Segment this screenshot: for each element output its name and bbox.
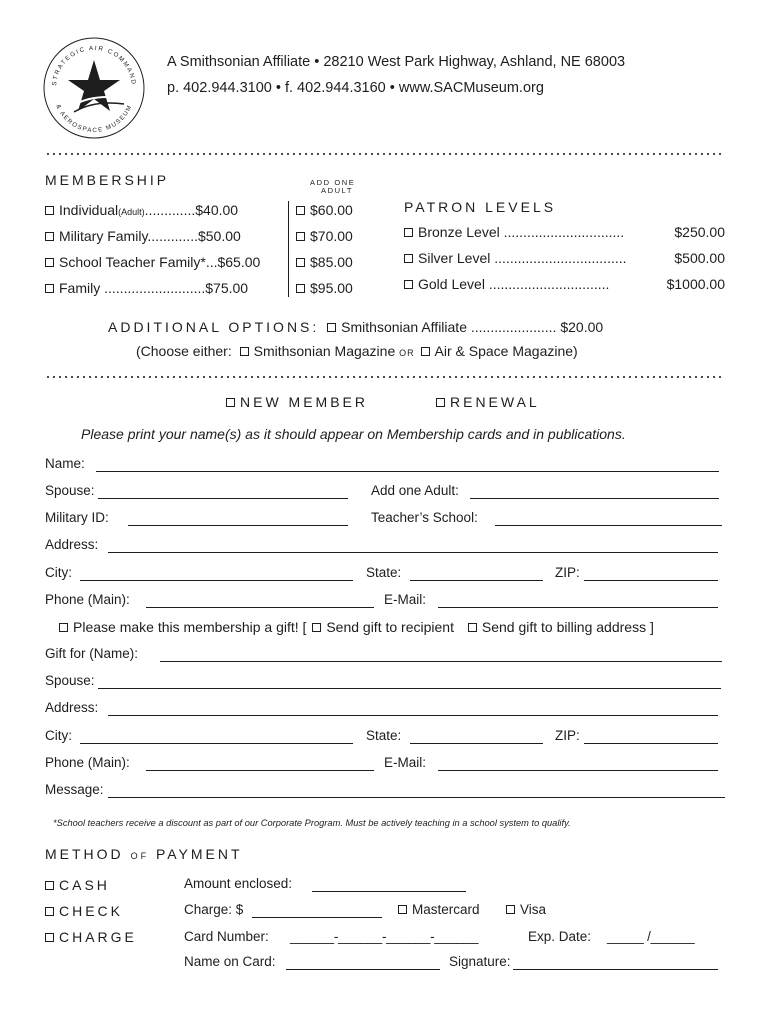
magazine-choice-row: (Choose either: Smithsonian Magazine OR Air & Space Magazine) [136,343,578,359]
name-field[interactable] [96,471,719,472]
address-label: Address: [45,537,99,552]
membership-row-family: Family ..........................$75.00 [45,280,248,296]
add-adult-military: $70.00 [296,228,353,244]
checkbox-icon[interactable] [296,284,305,293]
gift-phone-label: Phone (Main): [45,755,130,770]
teacher-school-label: Teacher’s School: [371,510,478,525]
address-field[interactable] [108,552,718,553]
gift-address-label: Address: [45,700,99,715]
add-adult-teacher: $85.00 [296,254,353,270]
gift-zip-label: ZIP: [555,728,580,743]
checkbox-icon[interactable] [45,232,54,241]
gift-state-label: State: [366,728,402,743]
logo-text-bottom: & AEROSPACE MUSEUM [54,103,134,135]
checkbox-icon[interactable] [45,907,54,916]
add-adult-field[interactable] [470,498,719,499]
checkbox-icon[interactable] [296,206,305,215]
gift-phone-field[interactable] [146,770,374,771]
email-field[interactable] [438,607,718,608]
checkbox-icon[interactable] [45,284,54,293]
gift-email-field[interactable] [438,770,718,771]
museum-logo [42,36,146,140]
checkbox-icon[interactable] [468,623,477,632]
checkbox-icon[interactable] [45,206,54,215]
checkbox-icon[interactable] [436,398,445,407]
checkbox-icon[interactable] [296,258,305,267]
gift-email-label: E-Mail: [384,755,427,770]
checkbox-icon[interactable] [240,347,249,356]
gift-zip-field[interactable] [584,743,718,744]
spouse-label: Spouse: [45,483,95,498]
payment-check[interactable]: CHECK [45,903,123,919]
signature-label: Signature: [449,954,511,969]
new-member-option[interactable]: NEW MEMBER [226,394,368,410]
add-one-adult-label: ADD ONE [310,178,356,187]
gift-options-row: Please make this membership a gift! [ Send gift to recipient Send gift to billing address ] [59,619,654,635]
additional-options-row: ADDITIONAL OPTIONS: Smithsonian Affiliate ...................... $20.00 [108,319,604,335]
amount-enclosed-label: Amount enclosed: [184,876,293,891]
footnote: *School teachers receive a discount as part of our Corporate Program. Must be actively teaching in a school system to qualify. [53,818,571,828]
gift-message-field[interactable] [108,797,725,798]
payment-charge[interactable]: CHARGE [45,929,137,945]
gift-state-field[interactable] [410,743,543,744]
amount-enclosed-field[interactable] [312,891,466,892]
add-one-adult-label-2: ADULT [321,186,354,195]
logo-text-top: STRATEGIC AIR COMMAND [50,44,138,87]
patron-row-bronze: Bronze Level ............................... [404,224,624,240]
checkbox-icon[interactable] [404,228,413,237]
gift-address-field[interactable] [108,715,718,716]
membership-row-individual: Individual(Adult).............$40.00 [45,202,238,218]
checkbox-icon[interactable] [45,881,54,890]
header-contact: p. 402.944.3100 • f. 402.944.3160 • www.SACMuseum.org [167,80,544,96]
gift-city-label: City: [45,728,72,743]
phone-label: Phone (Main): [45,592,130,607]
dotted-divider-2 [45,376,725,378]
name-on-card-field[interactable] [286,969,440,970]
military-id-field[interactable] [128,525,348,526]
checkbox-icon[interactable] [45,933,54,942]
gift-for-label: Gift for (Name): [45,646,139,661]
card-number-label: Card Number: [184,929,269,944]
spouse-field[interactable] [98,498,348,499]
city-field[interactable] [80,580,353,581]
add-adult-individual: $60.00 [296,202,353,218]
checkbox-icon[interactable] [327,323,336,332]
patron-price-bronze: $250.00 [674,224,725,240]
payment-heading: METHOD OF PAYMENT [45,846,243,862]
state-field[interactable] [410,580,543,581]
patron-row-gold: Gold Level ............................... [404,276,609,292]
instructions-text: Please print your name(s) as it should appear on Membership cards and in publications. [81,426,626,442]
charge-amount-label: Charge: $ [184,902,244,917]
mastercard-option[interactable]: Mastercard [398,902,480,917]
add-adult-family: $95.00 [296,280,353,296]
patron-row-silver: Silver Level .................................. [404,250,627,266]
checkbox-icon[interactable] [312,623,321,632]
teacher-school-field[interactable] [495,525,722,526]
checkbox-icon[interactable] [421,347,430,356]
patron-price-silver: $500.00 [674,250,725,266]
dotted-divider [45,153,725,155]
city-label: City: [45,565,72,580]
header-address: A Smithsonian Affiliate • 28210 West Park Highway, Ashland, NE 68003 [167,54,626,70]
exp-date-field[interactable]: _____ /______ [607,929,695,944]
checkbox-icon[interactable] [404,254,413,263]
name-label: Name: [45,456,85,471]
checkbox-icon[interactable] [226,398,235,407]
membership-row-teacher: School Teacher Family*...$65.00 [45,254,260,270]
checkbox-icon[interactable] [45,258,54,267]
gift-message-label: Message: [45,782,104,797]
visa-option[interactable]: Visa [506,902,546,917]
gift-city-field[interactable] [80,743,353,744]
patron-price-gold: $1000.00 [666,276,725,292]
card-number-field[interactable]: ______-______-______-______ [290,929,479,944]
military-id-label: Military ID: [45,510,109,525]
add-adult-label: Add one Adult: [371,483,459,498]
zip-label: ZIP: [555,565,580,580]
exp-date-label: Exp. Date: [528,929,592,944]
checkbox-icon[interactable] [404,280,413,289]
checkbox-icon[interactable] [296,232,305,241]
checkbox-icon[interactable] [398,905,407,914]
email-label: E-Mail: [384,592,427,607]
name-on-card-label: Name on Card: [184,954,276,969]
star-seal-icon [42,36,146,140]
gift-spouse-field[interactable] [98,688,721,689]
gift-for-field[interactable] [160,661,722,662]
renewal-option[interactable]: RENEWAL [436,394,540,410]
membership-heading: MEMBERSHIP [45,172,170,188]
column-divider [288,201,289,297]
gift-spouse-label: Spouse: [45,673,95,688]
phone-field[interactable] [146,607,374,608]
charge-amount-field[interactable] [252,917,382,918]
signature-field[interactable] [513,969,718,970]
patron-heading: PATRON LEVELS [404,199,557,215]
payment-cash[interactable]: CASH [45,877,110,893]
state-label: State: [366,565,402,580]
zip-field[interactable] [584,580,718,581]
checkbox-icon[interactable] [59,623,68,632]
membership-row-military: Military Family.............$50.00 [45,228,241,244]
checkbox-icon[interactable] [506,905,515,914]
